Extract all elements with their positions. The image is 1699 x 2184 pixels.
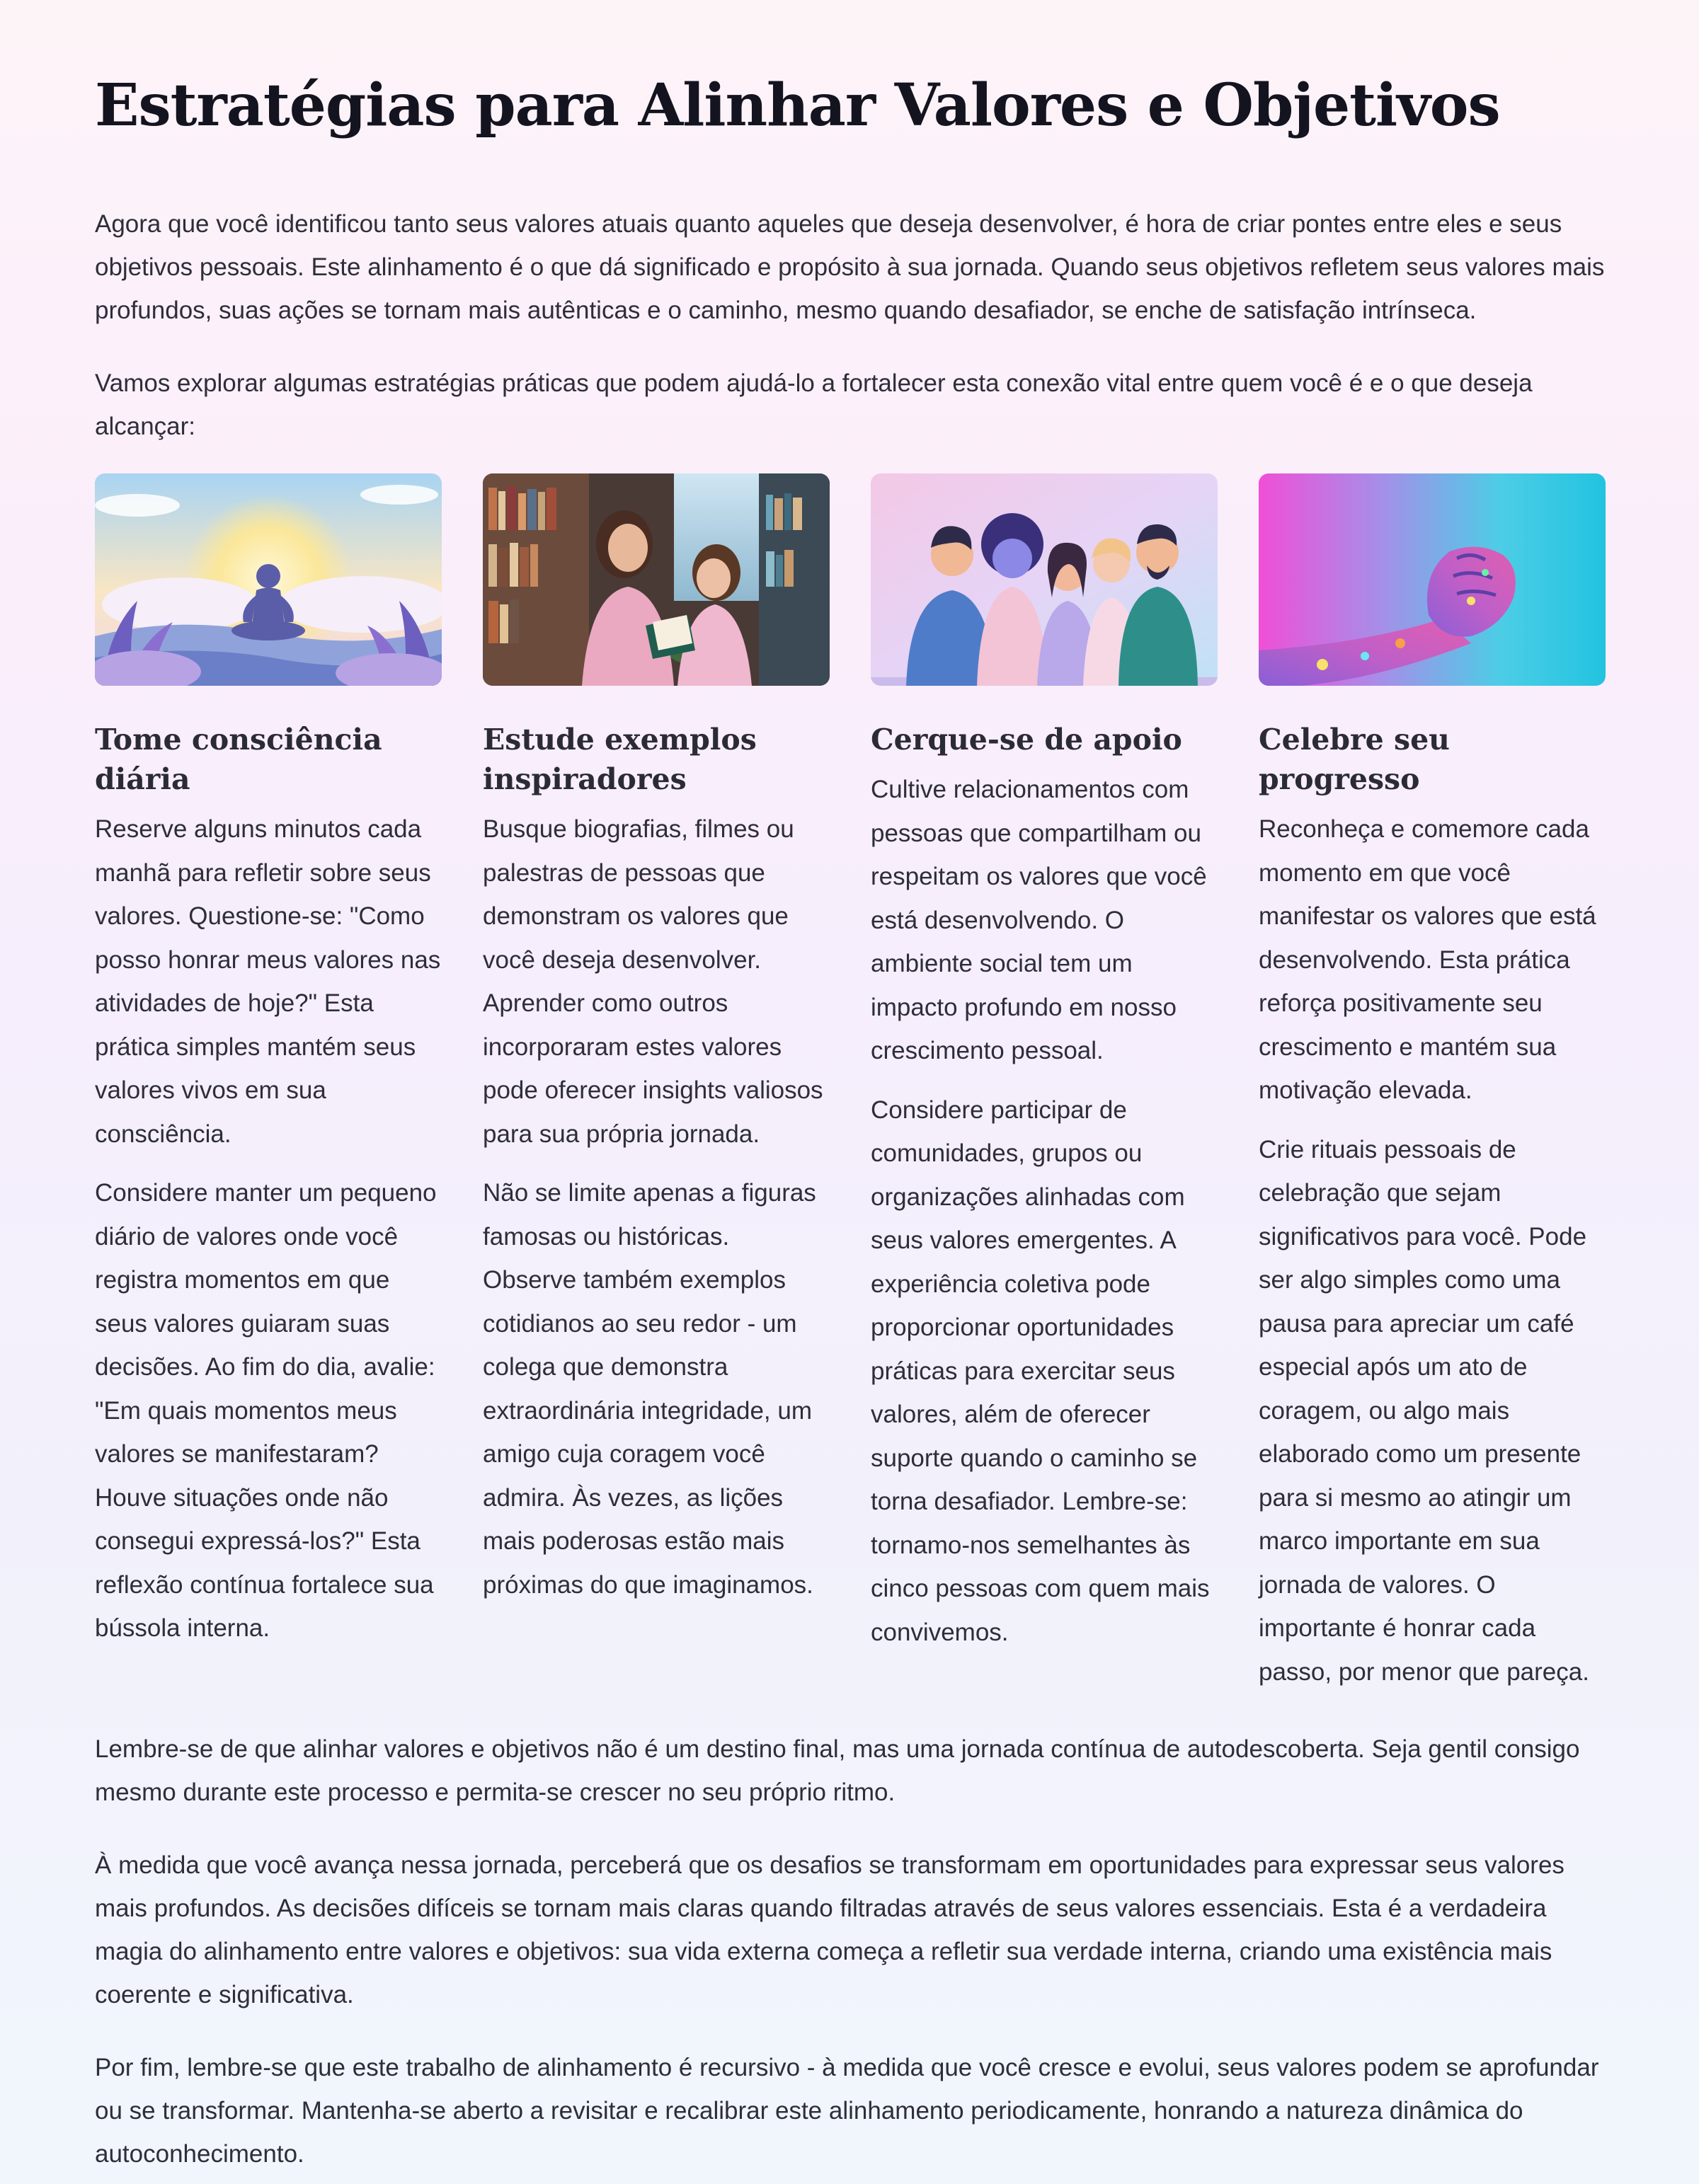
meditation-illustration — [95, 473, 442, 686]
community-illustration — [871, 473, 1218, 686]
card-heading: Estude exemplos inspiradores — [483, 723, 757, 797]
closing-section — [95, 1728, 1606, 2176]
card-paragraph: Não se limite apenas a figuras famosas ou históricas. Observe também exemplos cotidianos ao seu redor - um colega que demonstra extraordinária integridade, um amigo cuja coragem você admira. Às vezes, as lições mais poderosas estão mais próximas do que imaginamos. — [483, 1179, 816, 1599]
page-title: Estratégias para Alinhar Valores e Objetivos — [95, 71, 1500, 139]
strategy-card-support — [871, 473, 1218, 1694]
closing-paragraph: Lembre-se de que alinhar valores e objetivos não é um destino final, mas uma jornada contínua de autodescoberta. Seja gentil consigo mesmo durante este processo e permita-se crescer no seu próprio ritmo. — [95, 1735, 1580, 1807]
closing-paragraph: À medida que você avança nessa jornada, perceberá que os desafios se transformam em oportunidades para expressar seus valores mais profundos. As decisões difíceis se tornam mais claras quando filtradas através de seus valores essenciais. Esta é a verdadeira magia do alinhamento entre valores e objetivos: sua vida externa começa a refletir sua verdade interna, criando uma existência mais coerente e significativa. — [95, 1851, 1564, 2009]
reading-photo — [483, 473, 830, 686]
card-paragraph: Busque biografias, filmes ou palestras de pessoas que demonstram os valores que você deseja desenvolver. Aprender como outros incorporaram estes valores pode oferecer insights valiosos para sua própria jornada. — [483, 815, 823, 1148]
card-paragraph: Considere participar de comunidades, grupos ou organizações alinhadas com seus valores emergentes. A experiência coletiva pode proporcionar oportunidades práticas para exercitar seus valores, além de oferecer suporte quando o caminho se torna desafiador. Lembre-se: tornamo-nos semelhantes às cinco pessoas com quem mais convivemos. — [871, 1096, 1210, 1646]
card-paragraph: Reconheça e comemore cada momento em que você manifestar os valores que está desenvolvendo. Esta prática reforça positivamente seu crescimento e mantém sua motivação elevada. — [1259, 815, 1596, 1105]
document-page — [95, 71, 1606, 2176]
closing-paragraph: Por fim, lembre-se que este trabalho de alinhamento é recursivo - à medida que você cresce e evolui, seus valores podem se aprofundar ou se transformar. Mantenha-se aberto a revisitar e recalibrar este alinhamento periodicamente, honrando a natureza dinâmica do autoconhecimento. — [95, 2054, 1599, 2168]
intro-section — [95, 202, 1606, 448]
intro-paragraph: Agora que você identificou tanto seus valores atuais quanto aqueles que deseja desenvolver, é hora de criar pontes entre eles e seus objetivos pessoais. Este alinhamento é o que dá significado e propósito à sua jornada. Quando seus objetivos refletem seus valores mais profundos, suas ações se tornam mais autênticas e o caminho, mesmo quando desafiador, se enche de satisfação intrínseca. — [95, 210, 1605, 325]
celebration-fist-image — [1259, 473, 1606, 686]
strategy-card-celebrate — [1259, 473, 1606, 1694]
intro-paragraph: Vamos explorar algumas estratégias práticas que podem ajudá-lo a fortalecer esta conexão vital entre quem você é e o que deseja alcançar: — [95, 369, 1533, 441]
strategy-card-inspiration — [483, 473, 830, 1694]
card-heading: Cerque-se de apoio — [871, 723, 1182, 757]
strategy-cards — [95, 473, 1606, 1694]
card-paragraph: Considere manter um pequeno diário de valores onde você registra momentos em que seus valores guiaram suas decisões. Ao fim do dia, avalie: "Em quais momentos meus valores se manifestaram? Houve situações onde não consegui expressá-los?" Esta reflexão contínua fortalece sua bússola interna. — [95, 1179, 437, 1643]
card-paragraph: Reserve alguns minutos cada manhã para refletir sobre seus valores. Questione-se: "Como posso honrar meus valores nas atividades de hoje?" Esta prática simples mantém seus valores vivos em sua consciência. — [95, 815, 441, 1148]
card-heading: Celebre seu progresso — [1259, 723, 1450, 797]
strategy-card-awareness — [95, 473, 442, 1694]
card-paragraph: Cultive relacionamentos com pessoas que compartilham ou respeitam os valores que você está desenvolvendo. O ambiente social tem um impacto profundo em nosso crescimento pessoal. — [871, 776, 1207, 1065]
card-heading: Tome consciência diária — [95, 723, 382, 797]
card-paragraph: Crie rituais pessoais de celebração que sejam significativos para você. Pode ser algo simples como uma pausa para apreciar um café especial após um ato de coragem, ou algo mais elaborado como um presente para si mesmo ao atingir um marco importante em sua jornada de valores. O importante é honrar cada passo, por menor que pareça. — [1259, 1135, 1589, 1686]
